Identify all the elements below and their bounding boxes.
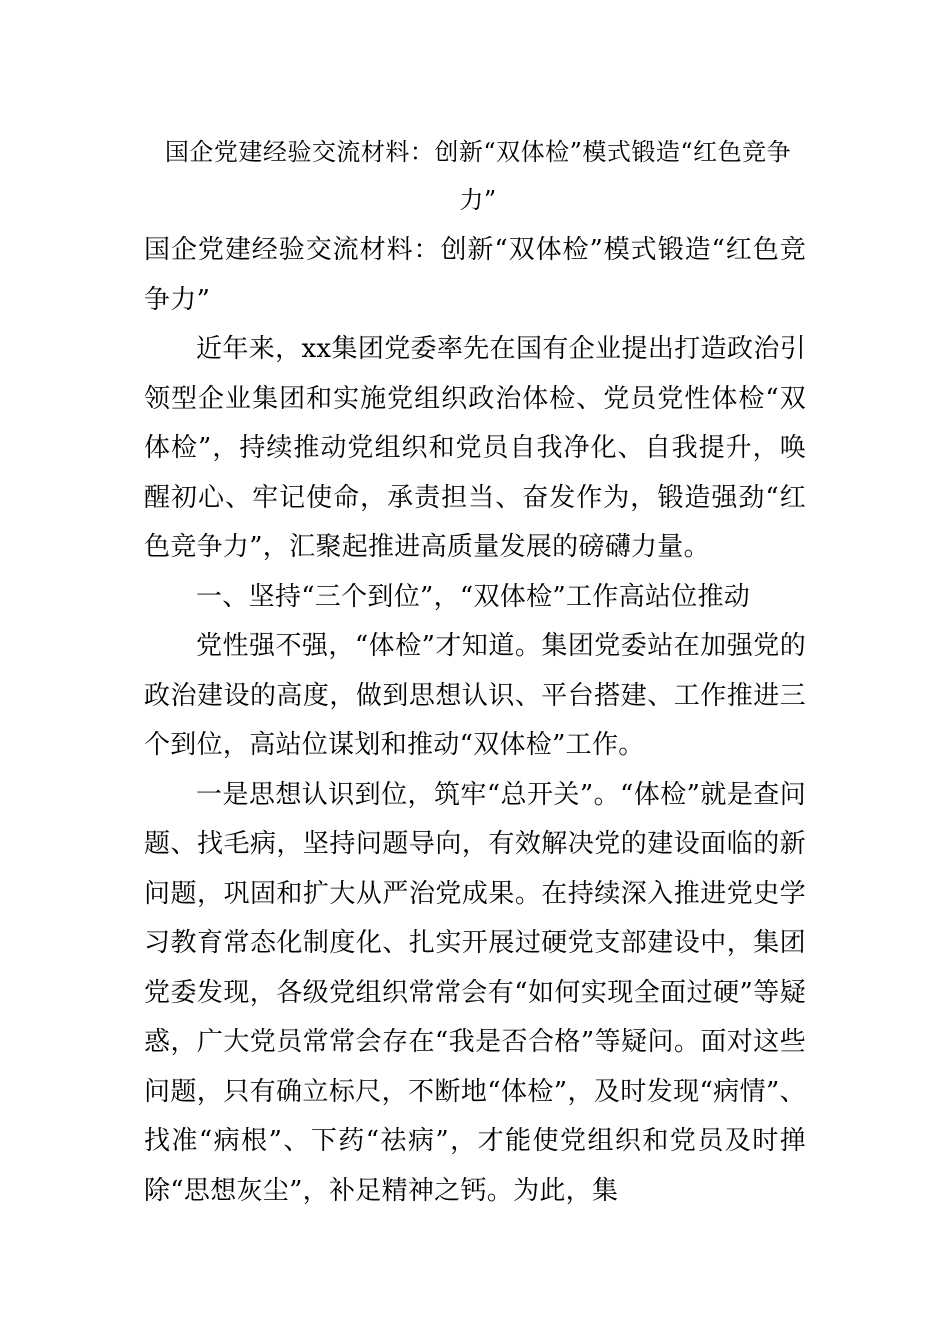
repeated-title-paragraph: 国企党建经验交流材料：创新“双体检”模式锻造“红色竞争力” [144, 235, 806, 315]
section-paragraph: 党性强不强，“体检”才知道。集团党委站在加强党的政治建设的高度，做到思想认识、平台搭建、工作推进三个到位，高站位谋划和推动“双体检”工作。 [144, 631, 806, 760]
detail-paragraph: 一是思想认识到位，筑牢“总开关”。“体检”就是查问题、找毛病，坚持问题导向，有效解决党的建设面临的新问题，巩固和扩大从严治党成果。在持续深入推进党史学习教育常态化制度化、扎实开展过硬党支部建设中，集团党委发现，各级党组织常常会有“如何实现全面过硬”等疑惑，广大党员常常会存在“我是否合格”等疑问。面对这些问题，只有确立标尺，不断地“体检”，及时发现“病情”、找准“病根”、下药“祛病”，才能使党组织和党员及时掸除“思想灰尘”，补足精神之钙。为此，集 [144, 779, 806, 1206]
intro-paragraph: 近年来，xx集团党委率先在国有企业提出打造政治引领型企业集团和实施党组织政治体检、党员党性体检“双体检”，持续推动党组织和党员自我净化、自我提升，唤醒初心、牢记使命，承责担当、奋发作为，锻造强劲“红色竞争力”，汇聚起推进高质量发展的磅礴力量。 [144, 334, 806, 562]
document-title: 国企党建经验交流材料：创新“双体检”模式锻造“红色竞争力” [164, 138, 792, 214]
section-heading: 一、坚持“三个到位”，“双体检”工作高站位推动 [196, 581, 751, 612]
document-body [144, 226, 806, 1216]
